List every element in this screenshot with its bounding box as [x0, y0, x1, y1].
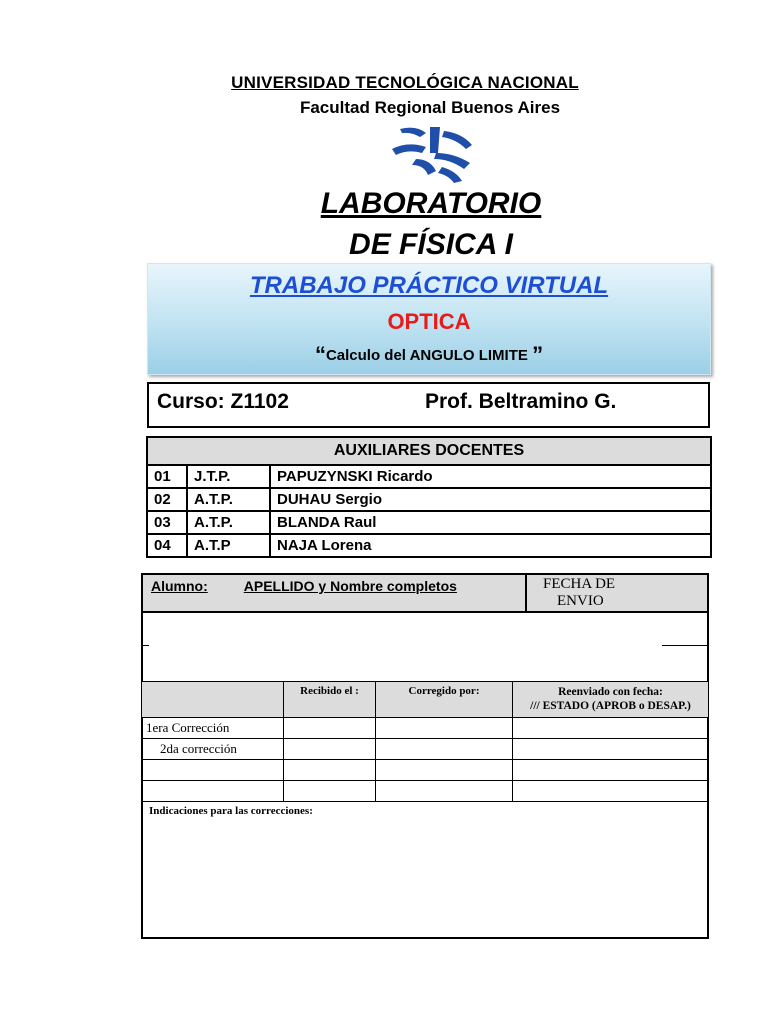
alumno-field-label: APELLIDO y Nombre completos [243, 578, 457, 594]
row-name: BLANDA Raul [270, 511, 711, 534]
resent-cell[interactable] [513, 739, 709, 760]
received-cell[interactable] [284, 718, 376, 739]
received-cell[interactable] [284, 739, 376, 760]
practice-topic [148, 342, 710, 368]
divider [525, 575, 527, 611]
auxiliares-table [146, 436, 712, 558]
corrected-by-cell[interactable] [376, 739, 513, 760]
send-date-label-2: ENVIO [557, 593, 604, 609]
corrections-table [141, 681, 709, 802]
table-row [142, 781, 709, 802]
resent-cell[interactable] [513, 781, 709, 802]
header-received: Recibido el : [284, 682, 376, 718]
corrected-by-cell[interactable] [376, 718, 513, 739]
resent-cell[interactable] [513, 760, 709, 781]
header-resent [513, 682, 709, 718]
university-name: UNIVERSIDAD TECNOLÓGICA NACIONAL [231, 73, 579, 92]
row-number: 03 [147, 511, 187, 534]
table-row [147, 511, 711, 534]
header-resent-line2: /// ESTADO (APROB o DESAP.) [530, 700, 691, 712]
course-box [147, 382, 710, 428]
received-cell[interactable] [284, 760, 376, 781]
practice-banner [147, 263, 711, 375]
topic-text: Calculo del ANGULO LIMITE [325, 347, 533, 364]
row-number: 04 [147, 534, 187, 557]
utn-logo [386, 123, 478, 185]
corrected-by-cell[interactable] [376, 760, 513, 781]
resent-cell[interactable] [513, 718, 709, 739]
student-header [143, 575, 707, 613]
table-row [147, 465, 711, 488]
row-number: 01 [147, 465, 187, 488]
row-role: A.T.P [187, 534, 270, 557]
divider [141, 645, 149, 646]
correction-label [142, 760, 284, 781]
student-label [151, 578, 457, 594]
correction-label [142, 781, 284, 802]
header-cell-empty [142, 682, 284, 718]
divider [662, 645, 709, 646]
alumno-label: Alumno: [151, 578, 208, 594]
row-name: NAJA Lorena [270, 534, 711, 557]
table-row [147, 488, 711, 511]
table-row [142, 718, 709, 739]
faculty-name: Facultad Regional Buenos Aires [299, 98, 561, 117]
lab-title-line1: LABORATORIO [320, 187, 542, 220]
row-role: A.T.P. [187, 511, 270, 534]
correction-label: 2da corrección [142, 739, 284, 760]
corrected-by-cell[interactable] [376, 781, 513, 802]
correction-label: 1era Corrección [142, 718, 284, 739]
table-header-row [142, 682, 709, 718]
row-name: PAPUZYNSKI Ricardo [270, 465, 711, 488]
course-code: Curso: Z1102 [157, 390, 289, 413]
received-cell[interactable] [284, 781, 376, 802]
row-number: 02 [147, 488, 187, 511]
header-resent-line1: Reenviado con fecha: [558, 686, 663, 698]
auxiliares-header: AUXILIARES DOCENTES [147, 437, 711, 465]
table-row [142, 739, 709, 760]
practice-title: TRABAJO PRÁCTICO VIRTUAL [249, 272, 609, 299]
table-row [147, 534, 711, 557]
corrections-notes-label: Indicaciones para las correcciones: [149, 805, 313, 817]
row-role: A.T.P. [187, 488, 270, 511]
lab-title-line2: DE FÍSICA I [349, 228, 513, 261]
practice-subject: OPTICA [387, 309, 471, 334]
send-date-label-1: FECHA DE [543, 576, 616, 592]
professor-name: Prof. Beltramino G. [425, 390, 617, 413]
row-role: J.T.P. [187, 465, 270, 488]
open-quote: “ [314, 342, 326, 367]
close-quote: ” [532, 342, 544, 367]
row-name: DUHAU Sergio [270, 488, 711, 511]
table-row [142, 760, 709, 781]
header-corrected-by: Corregido por: [376, 682, 513, 718]
